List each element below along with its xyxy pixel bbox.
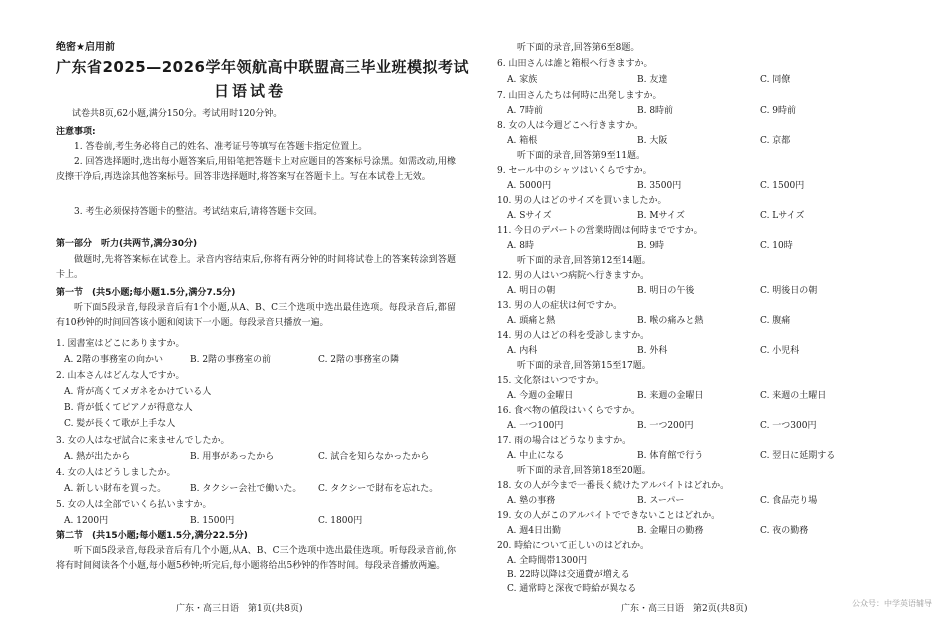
question-17-stem: 17. 雨の場合はどうなりますか。 [497,436,632,446]
question-16-option-c: C. 一つ300円 [760,421,817,431]
question-14-option-c: C. 小児科 [760,346,800,356]
section1-heading: 第一节 (共5小题;每小题1.5分,满分7.5分) [56,288,236,298]
question-10-option-c: C. Lサイズ [760,211,805,221]
question-19-option-a: A. 週4日出勤 [507,526,561,536]
question-6-stem: 6. 山田さんは誰と箱根へ行きますか。 [497,59,653,69]
question-18-option-a: A. 塾の事務 [507,496,556,506]
question-5-stem: 5. 女の人は全部でいくら払いますか。 [56,500,212,510]
note-2: 2. 回答选择题时,选出每小题答案后,用铅笔把答题卡上对应题目的答案标号涂黑。如需改动,用橡皮擦干净后,再选涂其他答案标号。回答非选择题时,将答案写在答题卡上。写在本试卷上无效。 [56,157,456,182]
question-17-option-c: C. 翌日に延期する [760,451,836,461]
question-12-option-a: A. 明日の朝 [507,286,556,296]
question-5-option-b: B. 1500円 [190,516,235,526]
question-7-option-a: A. 7時前 [507,106,543,116]
question-1-option-b: B. 2階の事務室の前 [190,355,272,365]
question-1-option-a: A. 2階の事務室の向かい [64,355,163,365]
exam-subtitle: 日语试卷 [214,82,287,100]
question-10-stem: 10. 男の人はどのサイズを買いましたか。 [497,196,667,206]
question-7-option-b: B. 8時前 [637,106,674,116]
question-17-option-b: B. 体育館で行う [637,451,704,461]
question-12-stem: 12. 男の人はいつ病院へ行きますか。 [497,271,650,281]
question-6-option-a: A. 家族 [507,75,538,85]
question-2-option-a: A. 背が高くてメガネをかけている人 [64,387,212,397]
question-8-option-b: B. 大阪 [637,136,668,146]
page-footer: 广东・高三日语 第2页(共8页) [621,604,748,614]
notes-heading: 注意事项: [56,127,96,137]
question-13-option-b: B. 喉の痛みと熱 [637,316,704,326]
watermark: 公众号：中学英语辅导 [852,599,932,608]
question-3-stem: 3. 女の人はなぜ試合に来ませんでしたか。 [56,436,230,446]
question-18-option-b: B. スーパー [637,496,685,506]
question-11-option-b: B. 9時 [637,241,665,251]
question-6-option-c: C. 同僚 [760,75,791,85]
question-9-stem: 9. セール中のシャツはいくらですか。 [497,166,652,176]
question-14-stem: 14. 男の人はどの科を受診しますか。 [497,331,650,341]
question-2-option-c: C. 髪が長くて歌が上手な人 [64,419,176,429]
group-intro: 听下面的录音,回答第18至20题。 [517,466,651,476]
question-13-option-c: C. 腹痛 [760,316,791,326]
right-page [475,0,950,631]
part1-heading: 第一部分 听力(共两节,满分30分) [56,239,198,249]
question-3-option-a: A. 熱が出たから [64,452,131,462]
question-19-option-c: C. 夜の勤務 [760,526,809,536]
question-4-stem: 4. 女の人はどうしましたか。 [56,468,176,478]
question-14-option-a: A. 内科 [507,346,538,356]
question-2-option-b: B. 背が低くてピアノが得意な人 [64,403,193,413]
question-10-option-a: A. Sサイズ [507,211,552,221]
note-3: 3. 考生必须保持答题卡的整洁。考试结束后,请将答题卡交回。 [74,207,323,217]
question-20-option-a: A. 全時間帯1300円 [507,556,588,566]
question-12-option-c: C. 明後日の朝 [760,286,818,296]
exam-title: 广东省2025—2026学年领航高中联盟高三毕业班模拟考试 [56,58,469,76]
group-intro: 听下面的录音,回答第15至17题。 [517,361,651,371]
secret-label: 绝密★启用前 [56,42,115,53]
question-16-option-a: A. 一つ100円 [507,421,564,431]
question-7-stem: 7. 山田さんたちは何時に出発しますか。 [497,91,662,101]
part1-instructions: 做题时,先将答案标在试卷上。录音内容结束后,你将有两分钟的时间将试卷上的答案转涂到答题卡上。 [56,255,456,280]
question-13-stem: 13. 男の人の症状は何ですか。 [497,301,623,311]
question-7-option-c: C. 9時前 [760,106,797,116]
section2-instructions: 听下面5段录音,每段录音后有几个小题,从A、B、C三个选项中选出最佳选项。听每段录音前,你将有时间阅读各个小题,每小题5秒钟;听完后,每小题将给出5秒钟的作答时间。每段录音播放两遍。 [56,546,456,571]
group-intro: 听下面的录音,回答第6至8题。 [517,43,640,53]
exam-info: 试卷共8页,62小题,满分150分。考试用时120分钟。 [72,109,283,119]
question-19-stem: 19. 女の人がこのアルバイトでできないことはどれか。 [497,511,721,521]
question-4-option-c: C. タクシーで財布を忘れた。 [318,484,439,494]
question-4-option-b: B. タクシー会社で働いた。 [190,484,302,494]
question-5-option-c: C. 1800円 [318,516,363,526]
question-15-stem: 15. 文化祭はいつですか。 [497,376,605,386]
group-intro: 听下面的录音,回答第12至14题。 [517,256,651,266]
question-11-option-a: A. 8時 [507,241,534,251]
question-18-stem: 18. 女の人が今まで一番長く続けたアルバイトはどれか。 [497,481,730,491]
question-18-option-c: C. 食品売り場 [760,496,818,506]
question-1-option-c: C. 2階の事務室の隣 [318,355,400,365]
question-11-stem: 11. 今日のデパートの営業時間は何時までですか。 [497,226,703,236]
question-12-option-b: B. 明日の午後 [637,286,695,296]
section2-heading: 第二节 (共15小题;每小题1.5分,满分22.5分) [56,531,248,541]
question-19-option-b: B. 金曜日の勤務 [637,526,704,536]
question-5-option-a: A. 1200円 [64,516,109,526]
question-4-option-a: A. 新しい財布を買った。 [64,484,167,494]
question-15-option-c: C. 来週の土曜日 [760,391,827,401]
question-14-option-b: B. 外科 [637,346,668,356]
question-20-option-c: C. 通常時と深夜で時給が異なる [507,584,637,594]
question-16-option-b: B. 一つ200円 [637,421,694,431]
note-1: 1. 答卷前,考生务必将自己的姓名、准考证号等填写在答题卡指定位置上。 [74,142,368,152]
question-20-option-b: B. 22時以降は交通費が増える [507,570,630,580]
question-3-option-b: B. 用事があったから [190,452,275,462]
question-3-option-c: C. 試合を知らなかったから [318,452,430,462]
question-9-option-c: C. 1500円 [760,181,805,191]
question-10-option-b: B. Mサイズ [637,211,685,221]
question-8-option-a: A. 箱根 [507,136,538,146]
question-2-stem: 2. 山本さんはどんな人ですか。 [56,371,185,381]
question-9-option-a: A. 5000円 [507,181,552,191]
question-8-stem: 8. 女の人は今週どこへ行きますか。 [497,121,644,131]
question-15-option-b: B. 来週の金曜日 [637,391,704,401]
question-20-stem: 20. 時給について正しいのはどれか。 [497,541,649,551]
question-6-option-b: B. 友達 [637,75,668,85]
question-13-option-a: A. 頭痛と熱 [507,316,556,326]
question-15-option-a: A. 今週の金曜日 [507,391,574,401]
question-11-option-c: C. 10時 [760,241,793,251]
section1-instructions: 听下面5段录音,每段录音后有1个小题,从A、B、C三个选项中选出最佳选项。每段录音后,都留有10秒钟的时间回答该小题和阅读下一小题。每段录音只播放一遍。 [56,303,456,328]
question-9-option-b: B. 3500円 [637,181,682,191]
group-intro: 听下面的录音,回答第9至11题。 [517,151,646,161]
question-8-option-c: C. 京都 [760,136,791,146]
question-17-option-a: A. 中止になる [507,451,565,461]
page-footer: 广东・高三日语 第1页(共8页) [176,604,303,614]
question-1-stem: 1. 図書室はどこにありますか。 [56,339,185,349]
question-16-stem: 16. 食べ物の値段はいくらですか。 [497,406,641,416]
